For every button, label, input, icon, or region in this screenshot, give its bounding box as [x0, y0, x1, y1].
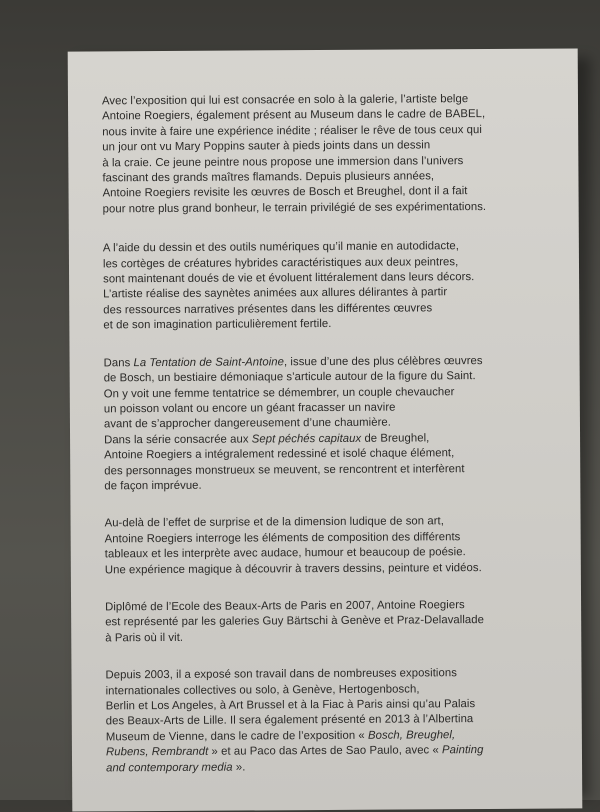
text-line: Antoine Roegiers interroge les éléments de composition des différents — [104, 530, 461, 546]
text-line: avant de s’approcher dangereusement d’une chaumière. — [103, 416, 392, 431]
text-line: est représenté par les galeries Guy Bärtschi à Genève et Praz-Delavallade — [105, 614, 485, 629]
paragraph-1 — [102, 92, 559, 218]
text-line: sont maintenant doués de vie et évoluent littéralement dans leurs décors. — [103, 271, 475, 286]
paragraph-2 — [103, 239, 560, 334]
wall-text-panel — [68, 48, 583, 811]
italic-title: Painting — [442, 744, 484, 757]
text-segment: Museum de Vienne, dans le cadre de l’exposition « — [105, 729, 369, 744]
paragraph-5 — [105, 598, 561, 647]
text-line: des ressources narratives présentes dans les différentes œuvres — [103, 302, 433, 317]
text-line: fascinant des grands maîtres flamands. Depuis plusieurs années, — [102, 170, 435, 185]
text-line: Une expérience magique à découvrir à travers dessins, peinture et vidéos. — [104, 561, 482, 576]
text-line: à la craie. Ce jeune peintre nous propose une immersion dans l’univers — [102, 154, 464, 169]
paragraph-3 — [104, 353, 561, 494]
italic-title: Bosch, Breughel, — [367, 729, 456, 742]
text-line: des Beaux-Arts de Lille. Il sera également présenté en 2013 à l’Albertina — [105, 713, 474, 728]
text-line: et de son imagination particulièrement fertile. — [103, 318, 332, 332]
italic-title: and contemporary media — [106, 761, 233, 774]
text-segment: Dans la série consacrée aux — [104, 433, 252, 447]
text-line: Berlin et Los Angeles, à Art Brussel et à la Fiac à Paris ainsi qu’au Palais — [105, 698, 476, 713]
text-segment: de Breughel, — [361, 432, 430, 445]
text-line: Depuis 2003, il a exposé son travail dans de nombreuses expositions — [105, 667, 457, 682]
text-segment: Dans — [103, 356, 134, 370]
text-line: pour notre plus grand bonheur, le terrain privilégié de ses expérimentations. — [102, 200, 487, 216]
text-line: nous invite à faire une expérience inédite ; réaliser le rêve de tous ceux qui — [102, 123, 482, 139]
text-line: de façon imprévue. — [104, 479, 202, 493]
text-line: des personnages monstrueux se meuvent, se rencontrent et interfèrent — [104, 462, 465, 477]
text-segment: ». — [232, 761, 246, 774]
text-line: L’artiste réalise des saynètes animées aux allures délirantes à partir — [103, 286, 448, 301]
text-line: Au-delà de l’effet de surprise et de la dimension ludique de son art, — [104, 515, 444, 530]
text-line: de Bosch, un bestiaire démoniaque s’articule autour de la figure du Saint. — [103, 370, 476, 385]
paragraph-6 — [105, 666, 562, 777]
text-line — [106, 758, 562, 776]
text-line: internationales collectives ou solo, à Genève, Hertogenbosch, — [105, 683, 420, 697]
text-line: un poisson volant ou encore un géant fracasser un navire — [103, 401, 396, 416]
text-line: A l’aide du dessin et des outils numériques qu’il manie en autodidacte, — [102, 240, 459, 255]
text-line: Avec l’exposition qui lui est consacrée en solo à la galerie, l’artiste belge — [101, 93, 469, 108]
text-line: les cortèges de créatures hybrides caractéristiques aux deux peintres, — [102, 255, 459, 271]
text-line: Antoine Roegiers revisite les œuvres de Bosch et Breughel, dont il a fait — [102, 185, 468, 200]
paragraph-4 — [105, 514, 561, 578]
panel-text — [102, 92, 562, 777]
italic-title: Sept péchés capitaux — [251, 432, 362, 446]
text-line: tableaux et les interprète avec audace, humour et beaucoup de poésie. — [104, 546, 466, 561]
italic-title: Rubens, Rembrandt — [105, 745, 209, 759]
text-line: à Paris où il vit. — [105, 631, 184, 645]
text-line: On y voit une femme tentatrice se démembrer, un couple chevaucher — [103, 385, 455, 400]
text-line: un jour ont vu Mary Poppins sauter à pieds joints dans un dessin — [102, 139, 431, 154]
text-segment: » et au Paco das Artes de Sao Paulo, avec « — [208, 744, 443, 758]
text-segment: , issue d’une des plus célèbres œuvres — [283, 354, 483, 368]
text-line: Diplômé de l’Ecole des Beaux-Arts de Paris en 2007, Antoine Roegiers — [105, 599, 465, 614]
italic-title: La Tentation de Saint-Antoine — [133, 355, 285, 369]
text-line: Antoine Roegiers, également présent au Museum dans le cadre de BABEL, — [102, 108, 486, 123]
text-line: Antoine Roegiers a intégralement redessiné et isolé chaque élément, — [104, 447, 455, 462]
